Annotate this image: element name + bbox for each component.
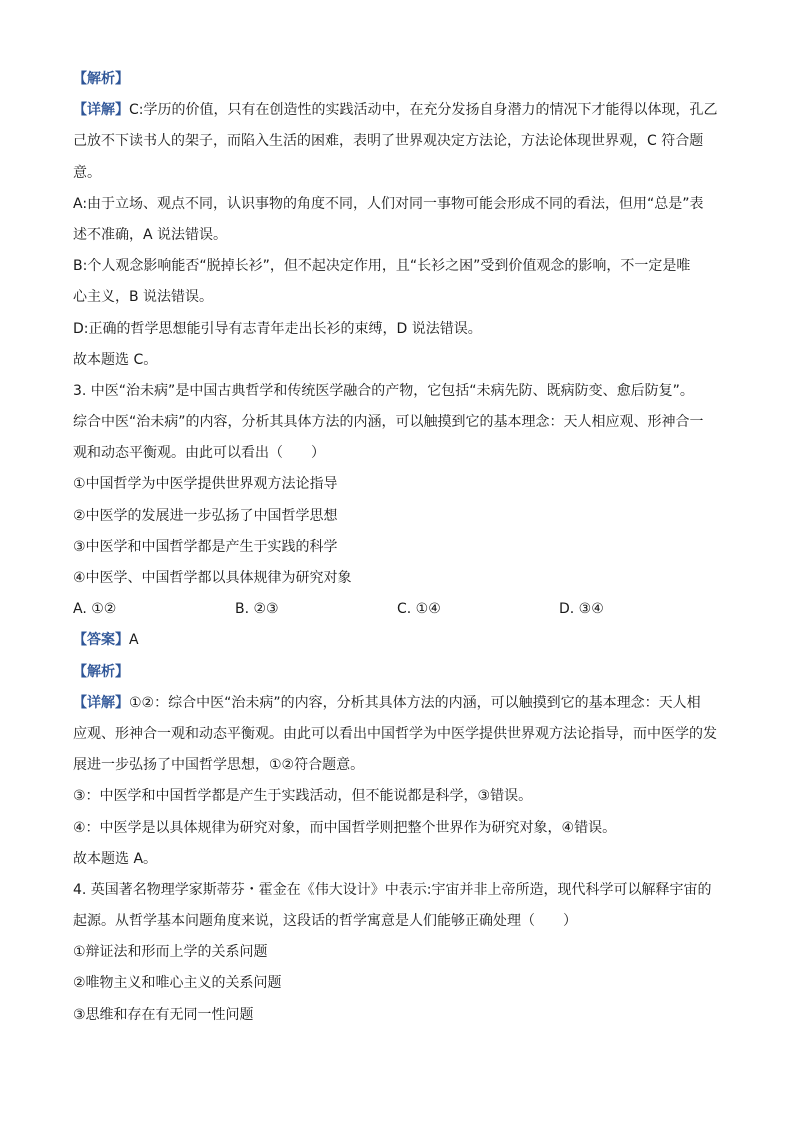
q2-detail-line-3: 意。 [73,164,101,181]
q3-analysis-heading: 【解析】 [73,663,129,680]
q2-option-a-line-1: A:由于立场、观点不同，认识事物的角度不同，人们对同一事物可能会形成不同的看法，但用“总是”表 [73,195,704,212]
q3-statement-1: ①中国哲学为中医学提供世界观方法论指导 [73,476,338,493]
q3-answer: 【答案】A [73,632,139,649]
q3-conclusion: 故本题选 A。 [73,850,158,867]
q2-detail-line-1: 【详解】C:学历的价值，只有在创造性的实践活动中，在充分发扬自身潜力的情况下才能得以体现，孔乙 [73,102,718,119]
q2-option-b-line-2: 心主义，B 说法错误。 [73,289,214,306]
q4-stem-line-2: 起源。从哲学基本问题角度来说，这段话的哲学寓意是人们能够正确处理（ ） [73,913,577,930]
q4-statement-3: ③思维和存在有无同一性问题 [73,1006,254,1023]
document-page [73,64,725,1031]
q3-choice-a: A. ①② [73,601,117,618]
q3-stem-line-1: 3. 中医“治未病”是中国古典哲学和传统医学融合的产物，它包括“未病先防、既病防变、愈后防复”。 [73,382,694,399]
q4-statement-2: ②唯物主义和唯心主义的关系问题 [73,975,282,992]
q4-stem-line-1: 4. 英国著名物理学家斯蒂芬・霍金在《伟大设计》中表示:宇宙并非上帝所造，现代科学可以解释宇宙的 [73,881,712,898]
q3-choice-c: C. ①④ [397,601,441,618]
q3-detail-line-1: 【详解】①②：综合中医“治未病”的内容，分析其具体方法的内涵，可以触摸到它的基本理念：天人相 [73,694,701,711]
q3-stem-line-3: 观和动态平衡观。由此可以看出（ ） [73,445,325,462]
q2-detail-line-2: 己放不下读书人的架子，而陷入生活的困难，表明了世界观决定方法论，方法论体现世界观，C 符合题 [73,133,704,150]
q2-analysis-heading: 【解析】 [73,71,129,87]
q3-stem-line-2: 综合中医“治未病”的内容，分析其具体方法的内涵，可以触摸到它的基本理念：天人相应观、形神合一 [73,414,704,431]
q2-option-d-line: D:正确的哲学思想能引导有志青年走出长衫的束缚，D 说法错误。 [73,320,482,337]
q3-statement-3: ③中医学和中国哲学都是产生于实践的科学 [73,538,338,555]
q3-choices [73,594,725,625]
q3-choice-d: D. ③④ [559,601,604,618]
q3-statement-4: ④中医学、中国哲学都以具体规律为研究对象 [73,570,352,586]
q4-statement-1: ①辩证法和形而上学的关系问题 [73,944,268,961]
q3-detail-line-2: 应观、形神合一观和动态平衡观。由此可以看出中国哲学为中医学提供世界观方法论指导，而中医学的发 [73,725,717,742]
q2-option-a-line-2: 述不准确，A 说法错误。 [73,226,228,243]
q3-detail-line-3: 展进一步弘扬了中国哲学思想，①②符合题意。 [73,757,365,774]
q2-conclusion: 故本题选 C。 [73,351,158,368]
q3-point-4: ④：中医学是以具体规律为研究对象，而中国哲学则把整个世界作为研究对象，④错误。 [73,819,617,836]
q3-statement-2: ②中医学的发展进一步弘扬了中国哲学思想 [73,507,338,524]
q2-option-b-line-1: B:个人观念影响能否“脱掉长衫”，但不起决定作用，且“长衫之困”受到价值观念的影响，不一定是唯 [73,258,691,275]
q3-choice-b: B. ②③ [235,601,279,618]
q3-point-3: ③：中医学和中国哲学都是产生于实践活动，但不能说都是科学，③错误。 [73,788,533,805]
